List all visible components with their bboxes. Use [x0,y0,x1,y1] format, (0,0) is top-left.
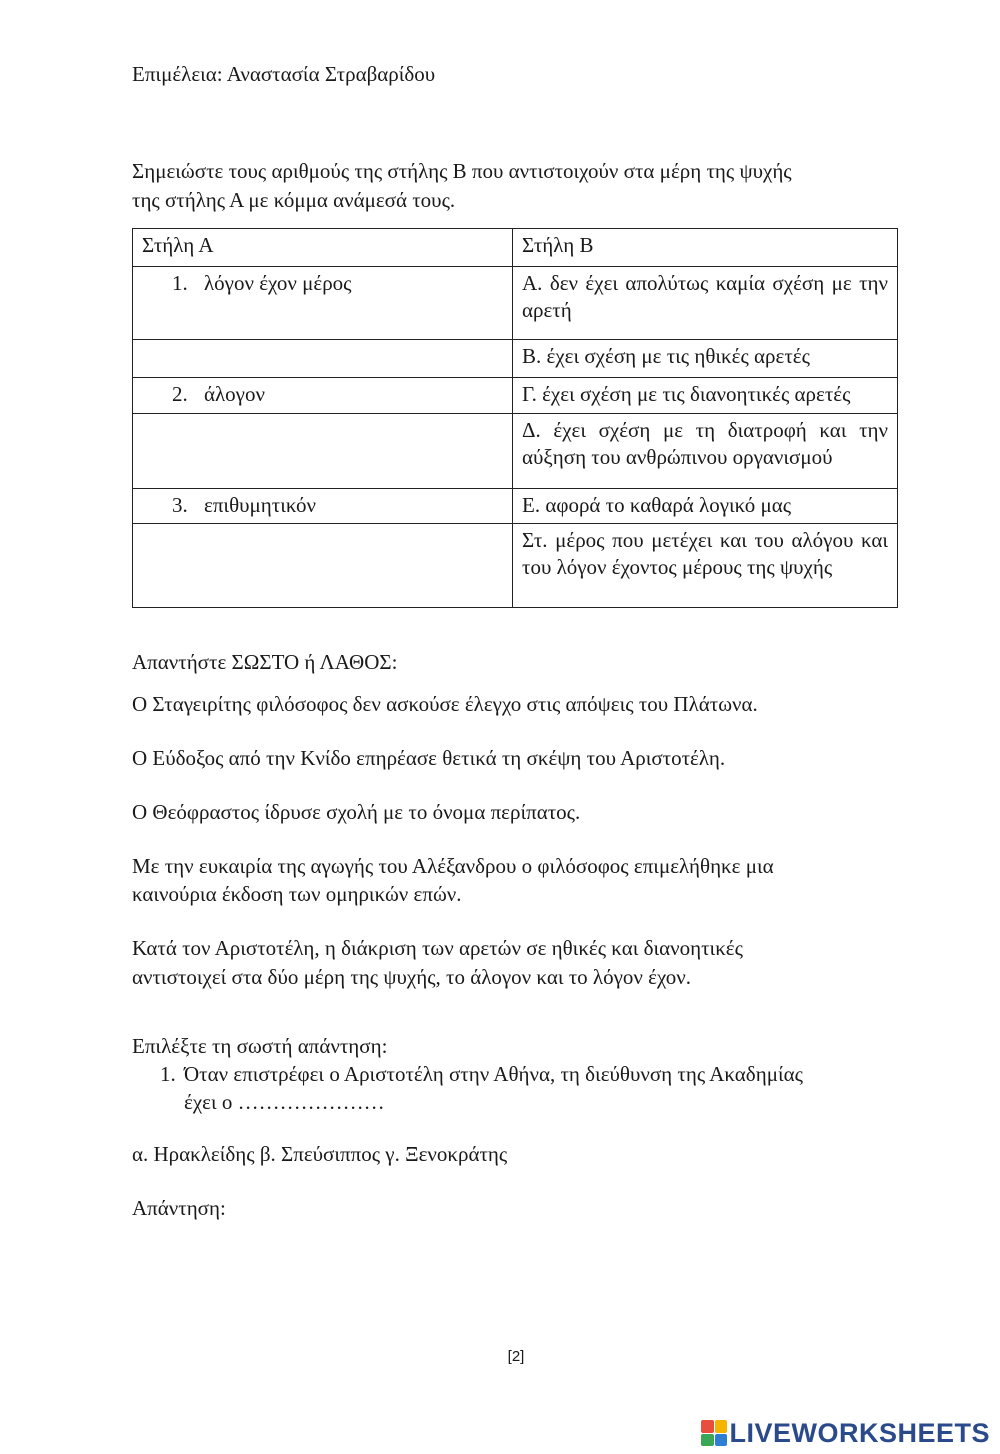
table-row [133,524,898,608]
col-b-header: Στήλη Β [513,229,898,267]
item-text: επιθυμητικόν [204,493,316,517]
table-row [133,267,898,340]
item-text: λόγον έχον μέρος [204,271,352,295]
table-row [133,340,898,378]
statement-2: Ο Εύδοξος από την Κνίδο επηρέασε θετικά τη σκέψη του Αριστοτέλη. [132,746,726,770]
item-number: 3. [172,493,188,517]
statement-3: Ο Θεόφραστος ίδρυσε σχολή με το όνομα περίπατος. [132,800,581,824]
item-number: 2. [172,382,188,406]
true-false-heading: Απαντήστε ΣΩΣΤΟ ή ΛΑΘΟΣ: [132,650,398,674]
col-a-cell [133,340,513,378]
table-header-row [133,229,898,267]
question-number: 1. [160,1062,176,1086]
statement-4-line-1: Με την ευκαιρία της αγωγής του Αλέξανδρου ο φιλόσοφος επιμελήθηκε μια [132,854,774,878]
col-a-cell [133,524,513,608]
question-text-line-1: Όταν επιστρέφει ο Αριστοτέλη στην Αθήνα, τη διεύθυνση της Ακαδημίας [184,1062,803,1086]
col-b-cell: Στ. μέρος που μετέχει και του αλόγου και του λόγον έχοντος μέρους της ψυχής [513,524,898,608]
col-b-cell: Β. έχει σχέση με τις ηθικές αρετές [513,340,898,378]
col-a-header: Στήλη Α [133,229,513,267]
liveworksheets-logo-icon [701,1420,727,1446]
item-number: 1. [172,271,188,295]
col-b-cell: Ε. αφορά το καθαρά λογικό μας [513,489,898,524]
statement-4-line-2: καινούρια έκδοση των ομηρικών επών. [132,882,462,906]
col-b-cell: Γ. έχει σχέση με τις διανοητικές αρετές [513,378,898,414]
page-number: [2] [507,1348,525,1365]
answer-label: Απάντηση: [132,1196,226,1220]
col-b-cell: Δ. έχει σχέση με τη διατροφή και την αύξηση του ανθρώπινου οργανισμού [513,414,898,489]
matching-instruction-line-2: της στήλης Α με κόμμα ανάμεσά τους. [132,188,456,212]
statement-5-line-1: Κατά τον Αριστοτέλη, η διάκριση των αρετών σε ηθικές και διανοητικές [132,936,743,960]
col-a-cell [133,267,513,340]
watermark-text: LIVEWORKSHEETS [729,1417,990,1448]
col-a-cell [133,378,513,414]
col-b-cell: Α. δεν έχει απολύτως καμία σχέση με την αρετή [513,267,898,340]
editor-line: Επιμέλεια: Αναστασία Στραβαρίδου [132,62,436,86]
item-text: άλογον [204,382,265,406]
multiple-choice-heading: Επιλέξτε τη σωστή απάντηση: [132,1034,388,1058]
table-row [133,489,898,524]
question-text-line-2: έχει ο ………………… [184,1090,385,1114]
answer-options: α. Ηρακλείδης β. Σπεύσιππος γ. Ξενοκράτης [132,1142,508,1166]
matching-table [132,228,898,608]
statement-5-line-2: αντιστοιχεί στα δύο μέρη της ψυχής, το άλογον και το λόγον έχον. [132,965,692,989]
col-a-cell [133,489,513,524]
statement-1: Ο Σταγειρίτης φιλόσοφος δεν ασκούσε έλεγχο στις απόψεις του Πλάτωνα. [132,692,758,716]
table-row [133,414,898,489]
liveworksheets-watermark [701,1418,990,1448]
matching-instruction-line-1: Σημειώστε τους αριθμούς της στήλης Β που αντιστοιχούν στα μέρη της ψυχής [132,159,792,183]
col-a-cell [133,414,513,489]
table-row [133,378,898,414]
